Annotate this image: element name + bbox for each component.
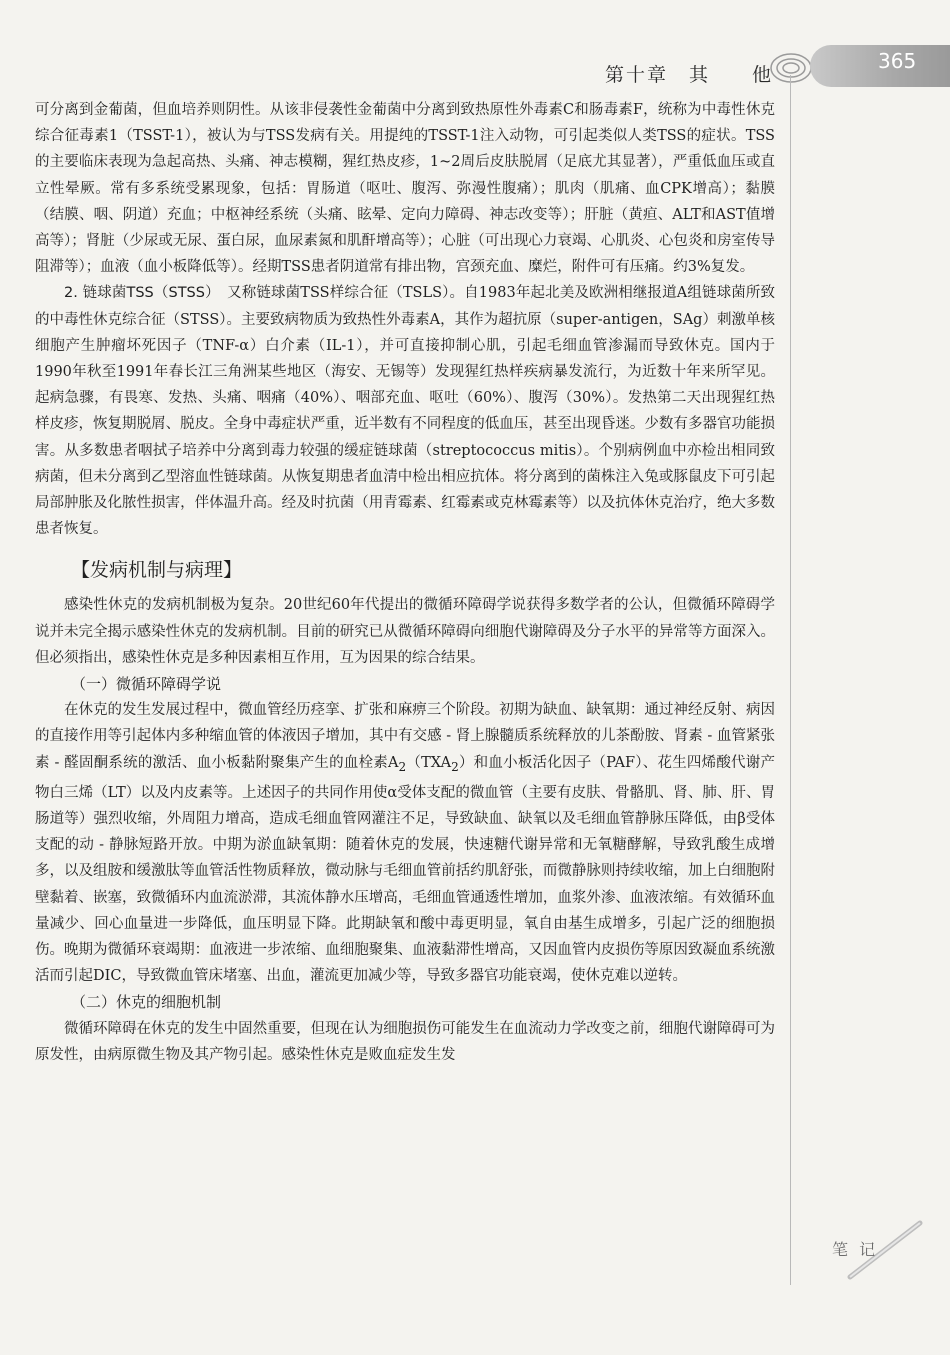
swirl-ornament-icon [768, 48, 814, 88]
stss-heading: 2. 链球菌TSS（STSS） [64, 285, 213, 302]
notes-label: 笔 记 [832, 1240, 879, 1259]
subscript-2: 2 [398, 759, 407, 774]
paragraph-tss-symptoms: 可分离到金葡菌，但血培养则阴性。从该非侵袭性金葡菌中分离到致热原性外毒素C和肠毒素F，统称为中毒性休克综合征毒素1（TSST-1），被认为与TSS发病有关。用提纯的TSST-1注入动物，可引起类似人类TSS的症状。TSS的主要临床表现为急起高热、头痛、神志模糊，猩红热皮疹，1~2周后皮肤脱屑（足底尤其显著），严重低血压或直立性晕厥。常有多系统受累现象，包括：胃肠道（呕吐、腹泻、弥漫性腹痛）；肌肉（肌痛、血CPK增高）；黏膜（结膜、咽、阴道）充血；中枢神经系统（头痛、眩晕、定向力障碍、神志改变等）；肝脏（黄疸、ALT和AST值增高等）；肾脏（少尿或无尿、蛋白尿，血尿素氮和肌酐增高等）；心脏（可出现心力衰竭、心肌炎、心包炎和房室传导阻滞等）；血液（血小板降低等）。经期TSS患者阴道常有排出物，宫颈充血、糜烂，附件可有压痛。约3%复发。 [35, 102, 775, 276]
subscript-2b: 2 [451, 759, 459, 774]
paragraph-microcirculation [35, 697, 775, 989]
paragraph-pathogenesis-intro: 感染性休克的发病机制极为复杂。20世纪60年代提出的微循环障碍学说获得多数学者的公认，但微循环障碍学说并未完全揭示感染性休克的发病机制。目前的研究已从微循环障碍向细胞代谢障碍及分子水平的异常等方面深入。但必须指出，感染性休克是多种因素相互作用，互为因果的综合结果。 [35, 597, 775, 666]
paragraph-stss [35, 280, 775, 542]
paragraph-cellular-mechanism: 微循环障碍在休克的发生中固然重要，但现在认为细胞损伤可能发生在血流动力学改变之前，细胞代谢障碍可为原发性，由病原微生物及其产物引起。感染性休克是败血症发生发 [35, 1020, 775, 1063]
notes-margin [820, 1215, 930, 1285]
stss-text: 又称链球菌TSS样综合征（TSLS）。自1983年起北美及欧洲相继报道A组链球菌所致的中毒性休克综合征（STSS）。主要致病物质为致热性外毒素A，其作为超抗原（super-antigen，SAg）刺激单核细胞产生肿瘤坏死因子（TNF-α）白介素（IL-1），并可直接抑制心肌，引起毛细血管渗漏而导致休克。国内于1990年秋至1991年春长江三角洲某些地区（海安、无锡等）发现猩红热样疾病暴发流行，为近数十年来所罕见。起病急骤，有畏寒、发热、头痛、咽痛（40%）、咽部充血、呕吐（60%）、腹泻（30%）。发热第二天出现猩红热样皮疹，恢复期脱屑、脱皮。全身中毒症状严重，近半数有不同程度的低血压，甚至出现昏迷。少数有多器官功能损害。从多数患者咽拭子培养中分离到毒力较强的缓症链球菌（streptococcus mitis）。个别病例血中亦检出相同致病菌，但未分离到乙型溶血性链球菌。从恢复期患者血清中检出相应抗体。将分离到的菌株注入兔或豚鼠皮下可引起局部肿胀及化脓性损害，伴体温升高。经及时抗菌（用青霉素、红霉素或克林霉素等）以及抗体休克治疗，绝大多数患者恢复。 [35, 285, 776, 538]
microcirculation-text-b: （TXA [406, 754, 452, 771]
chapter-title: 第十章 其 他 [605, 64, 774, 86]
margin-divider [790, 75, 791, 1285]
subheading-microcirculation: （一）微循环障碍学说 [71, 675, 222, 694]
subheading-cellular-mechanism: （二）休克的细胞机制 [71, 993, 222, 1012]
microcirculation-text-a: 在休克的发生发展过程中，微血管经历痉挛、扩张和麻痹三个阶段。初期为缺血、缺氧期：通过神经反射、病因的直接作用等引起体内多种缩血管的体液因子增加，其中有交感 - 肾上腺髓质系统释放的儿茶酚胺、肾素 - 血管紧张素 - 醛固酮系统的激活、血小板黏附聚集产生的血栓素A [35, 702, 775, 771]
page-number: 365 [878, 49, 917, 73]
section-heading-pathogenesis: 【发病机制与病理】 [71, 559, 243, 582]
page-body [35, 97, 775, 1068]
page-header [0, 40, 950, 100]
microcirculation-text-c: ）和血小板活化因子（PAF）、花生四烯酸代谢产物白三烯（LT）以及内皮素等。上述因子的共同作用使α受体支配的微血管（主要有皮肤、骨骼肌、肾、肺、肝、胃肠道等）强烈收缩，外周阻力增高，造成毛细血管网灌注不足，导致缺血、缺氧以及毛细血管静脉压降低，由β受体支配的动 - 静脉短路开放。中期为淤血缺氧期：随着休克的发展，快速糖代谢异常和无氧糖酵解，导致乳酸生成增多，以及组胺和缓激肽等血管活性物质释放，微动脉与毛细血管前括约肌舒张，而微静脉则持续收缩，加上白细胞附壁黏着、嵌塞，致微循环内血流淤滞，其流体静水压增高，毛细血管通透性增加，血浆外渗、血液浓缩。有效循环血量减少、回心血量进一步降低，血压明显下降。此期缺氧和酸中毒更明显，氧自由基生成增多，引起广泛的细胞损伤。晚期为微循环衰竭期：血液进一步浓缩、血细胞聚集、血液黏滞性增高，又因血管内皮损伤等原因致凝血系统激活而引起DIC，导致微血管床堵塞、出血，灌流更加减少等，导致多器官功能衰竭，使休克难以逆转。 [35, 754, 775, 985]
